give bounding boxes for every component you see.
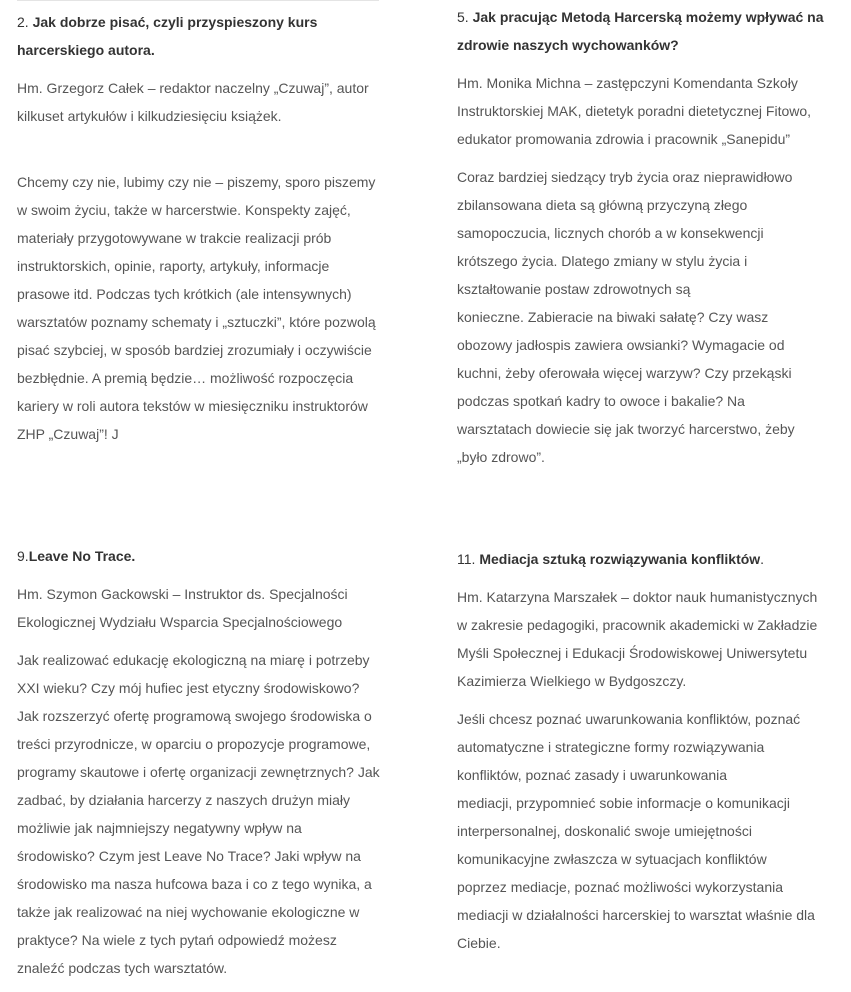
workshop-section-9 (17, 542, 383, 982)
section-description: Chcemy czy nie, lubimy czy nie – piszemy, sporo piszemy w swoim życiu, także w harcerstwie. Konspekty zajęć, materiały przygotowywane w trakcie realizacji prób instruktorskich, opinie, raporty, artykuły, informacje prasowe itd. Podczas tych krótkich (ale intensywnych) warsztatów poznamy schematy i „sztuczki”, które pozwolą pisać szybciej, w sposób bardziej zrozumiały i oczywiście bezbłędnie. A premią będzie… możliwość rozpoczęcia kariery w roli autora tekstów w miesięczniku instruktorów ZHP „Czuwaj”! J (17, 174, 376, 442)
section-title (457, 3, 825, 59)
section-title (17, 542, 383, 570)
section-title-text: Mediacja sztuką rozwiązywania konfliktów (479, 551, 761, 567)
section-number: 5. (457, 9, 473, 25)
section-description: Coraz bardziej siedzący tryb życia oraz nieprawidłowo zbilansowana dieta są główną przyczyną złego samopoczucia, licznych chorób a w konsekwencji krótszego życia. Dlatego zmiany w stylu życia i kształtowanie postaw zdrowotnych są konieczne. Zabieracie na biwaki sałatę? Czy wasz obozowy jadłospis zawiera owsianki? Wymagacie od kuchni, żeby oferowała więcej warzyw? Czy przekąski podczas spotkań kadry to owoce i bakalie? Na warsztatach dowiecie się jak tworzyć harcerstwo, żeby „było zdrowo”. (457, 169, 795, 465)
workshop-section-2 (17, 8, 383, 448)
section-author: Hm. Szymon Gackowski – Instruktor ds. Specjalności Ekologicznej Wydziału Wsparcia Specjalnościowego (17, 586, 348, 630)
section-title-text: Leave No Trace. (28, 548, 136, 564)
section-title (457, 545, 825, 573)
section-author: Hm. Katarzyna Marszałek – doktor nauk humanistycznych w zakresie pedagogiki, pracownik akademicki w Zakładzie Myśli Społecznej i Edukacji Środowiskowej Uniwersytetu Kazimierza Wielkiego w Bydgoszczy. (457, 589, 818, 689)
section-description: Jeśli chcesz poznać uwarunkowania konfliktów, poznać automatyczne i strategiczne formy rozwiązywania konfliktów, poznać zasady i uwarunkowania mediacji, przypomnieć sobie informacje o komunikacji interpersonalnej, doskonalić swoje umiejętności komunikacyjne zwłaszcza w sytuacjach konfliktów poprzez mediacje, poznać możliwości wykorzystania mediacji w działalności harcerskiej to warsztat właśnie dla Ciebie. (457, 711, 815, 951)
section-number: 9. (17, 548, 29, 564)
workshop-section-11 (457, 545, 825, 957)
section-number: 11. (457, 551, 480, 567)
section-author: Hm. Monika Michna – zastępczyni Komendanta Szkoły Instruktorskiej MAK, dietetyk poradni dietetycznej Fitowo, edukator promowania zdrowia i pracownik „Sanepidu” (457, 75, 812, 147)
section-author: Hm. Grzegorz Całek – redaktor naczelny „Czuwaj”, autor kilkuset artykułów i kilkudziesięciu książek. (17, 80, 369, 124)
section-title-text: Jak pracując Metodą Harcerską możemy wpływać na zdrowie naszych wychowanków? (457, 9, 824, 53)
workshop-section-5 (457, 3, 825, 471)
section-title-text: Jak dobrze pisać, czyli przyspieszony kurs harcerskiego autora. (17, 14, 318, 58)
top-divider (17, 0, 379, 1)
section-number: 2. (17, 14, 33, 30)
section-title-suffix: . (760, 551, 765, 567)
section-title (17, 8, 383, 64)
section-description: Jak realizować edukację ekologiczną na miarę i potrzeby XXI wieku? Czy mój hufiec jest etyczny środowiskowo? Jak rozszerzyć ofertę programową swojego środowiska o treści przyrodnicze, w oparciu o propozycje programowe, programy skautowe i ofertę organizacji zewnętrznych? Jak zadbać, by działania harcerzy z naszych drużyn miały możliwie jak najmniejszy negatywny wpływ na środowisko? Czym jest Leave No Trace? Jaki wpływ na środowisko ma nasza hufcowa baza i co z tego wynika, a także jak realizować na niej wychowanie ekologiczne w praktyce? Na wiele z tych pytań odpowiedź możesz znaleźć podczas tych warsztatów. (17, 652, 380, 976)
